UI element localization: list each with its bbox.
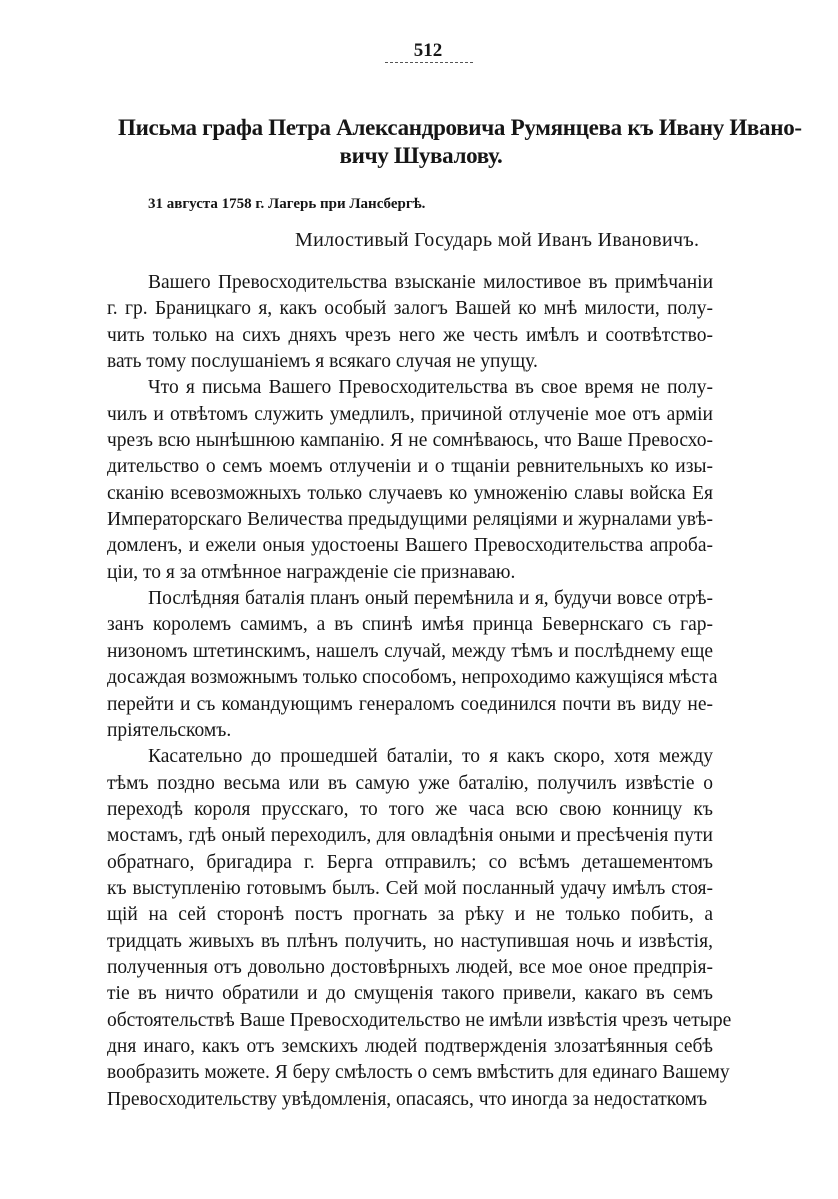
- paragraph-line: полученныя отъ довольно достовѣрныхъ людей, все мое оное предпрія-: [107, 956, 713, 978]
- paragraph-line: переходѣ короля прусскаго, то того же часа всю свою конницу къ: [107, 798, 713, 820]
- paragraph-line: перейти и съ командующимъ генераломъ соединился почти въ виду не-: [107, 693, 713, 715]
- paragraph-line: чрезъ всю нынѣшнюю кампанію. Я не сомнѣваюсь, что Ваше Превосхо-: [107, 430, 713, 452]
- paragraph-line: Касательно до прошедшей баталіи, то я какъ скоро, хотя между: [148, 746, 713, 768]
- paragraph-line: Послѣдняя баталія планъ оный перемѣнила и я, будучи вовсе отрѣ-: [148, 588, 713, 610]
- paragraph-line: досаждая возможнымъ только способомъ, непроходимо кажущіяся мѣста: [107, 667, 718, 689]
- paragraph-line: Превосходительству увѣдомленія, опасаясь, что иногда за недостаткомъ: [107, 1088, 708, 1110]
- title-line: Письма графа Петра Александровича Румянцева къ Ивану Ивано-: [118, 115, 802, 140]
- paragraph-line: тіе въ ничто обратили и до смущенія такого привели, какаго въ семъ: [107, 983, 713, 1005]
- paragraph-line: дительство о семъ моемъ отлученіи и о тщаніи ревнительныхъ ко изы-: [107, 456, 713, 478]
- paragraph-line: щій на сей сторонѣ постъ прогнать за рѣку и не только побить, а: [107, 904, 713, 926]
- page-number-rule: [385, 62, 473, 63]
- paragraph-line: мостамъ, гдѣ оный переходилъ, для овладѣнія оными и пресѣченія пути: [107, 825, 713, 847]
- paragraph-line: Вашего Превосходительства взысканіе милостивое въ примѣчаніи: [148, 272, 713, 293]
- paragraph-line: г. гр. Браницкаго я, какъ особый залогъ Вашей ко мнѣ милости, полу-: [107, 298, 713, 320]
- paragraph-line: Что я письма Вашего Превосходительства въ свое время не полу-: [148, 377, 713, 399]
- letter-dateline: 31 августа 1758 г. Лагерь при Лансбергѣ.: [148, 196, 426, 212]
- paragraph-line: тридцать живыхъ въ плѣнъ получить, но наступившая ночь и извѣстія,: [107, 930, 713, 952]
- paragraph: [107, 270, 713, 375]
- paragraph-line: Императорскаго Величества предыдущими реляціями и журналами увѣ-: [107, 509, 713, 531]
- paragraph: [107, 586, 718, 744]
- paragraph: [107, 375, 713, 586]
- paragraph-line: обратнаго, бригадира г. Берга отправилъ; со всѣмъ деташементомъ: [107, 851, 713, 873]
- paragraph-line: занъ королемъ самимъ, а въ спинѣ имѣя принца Бевернскаго съ гар-: [107, 614, 713, 636]
- paragraph-line: дня инаго, какъ отъ земскихъ людей подтвержденія злозатѣянныя себѣ: [107, 1035, 713, 1057]
- paragraph-line: низономъ штетинскимъ, нашелъ случай, между тѣмъ и послѣднему еще: [107, 640, 713, 662]
- paragraph: [107, 744, 732, 1113]
- paragraph-line: пріятельскомъ.: [107, 719, 232, 741]
- page-number: 512: [413, 40, 443, 61]
- title-line: вичу Шувалову.: [339, 143, 503, 168]
- paragraph-line: сканію всевозможныхъ только случаевъ ко умноженію славы войска Ея: [107, 482, 713, 504]
- letter-salutation: Милостивый Государь мой Иванъ Ивановичъ.: [295, 229, 700, 251]
- paragraph-line: домленъ, и ежели оныя удостоены Вашего Превосходительства апроба-: [107, 535, 713, 557]
- paragraph-line: чилъ и отвѣтомъ служить умедлилъ, причиной отлученіе мое отъ арміи: [107, 403, 713, 425]
- paragraph-line: къ выступленію готовымъ былъ. Сей мой посланный удачу имѣлъ стоя-: [107, 877, 713, 899]
- paragraph-line: тѣмъ поздно весьма или въ самую уже баталію, получилъ извѣстіе о: [107, 772, 713, 794]
- paragraph-line: вать тому послушаніемъ я всякаго случая не упущу.: [107, 351, 538, 373]
- letter-body: [107, 270, 732, 1113]
- paragraph-line: вообразить можете. Я беру смѣлость о семъ вмѣстить для единаго Вашему: [107, 1062, 730, 1084]
- paragraph-line: обстоятельствѣ Ваше Превосходительство не имѣли извѣстія чрезъ четыре: [107, 1009, 732, 1031]
- paragraph-line: чить только на сихъ дняхъ чрезъ него же честь имѣлъ и соотвѣтство-: [107, 324, 713, 346]
- document-title: [118, 114, 802, 170]
- paragraph-line: ціи, то я за отмѣнное награжденіе сіе признаваю.: [107, 561, 516, 583]
